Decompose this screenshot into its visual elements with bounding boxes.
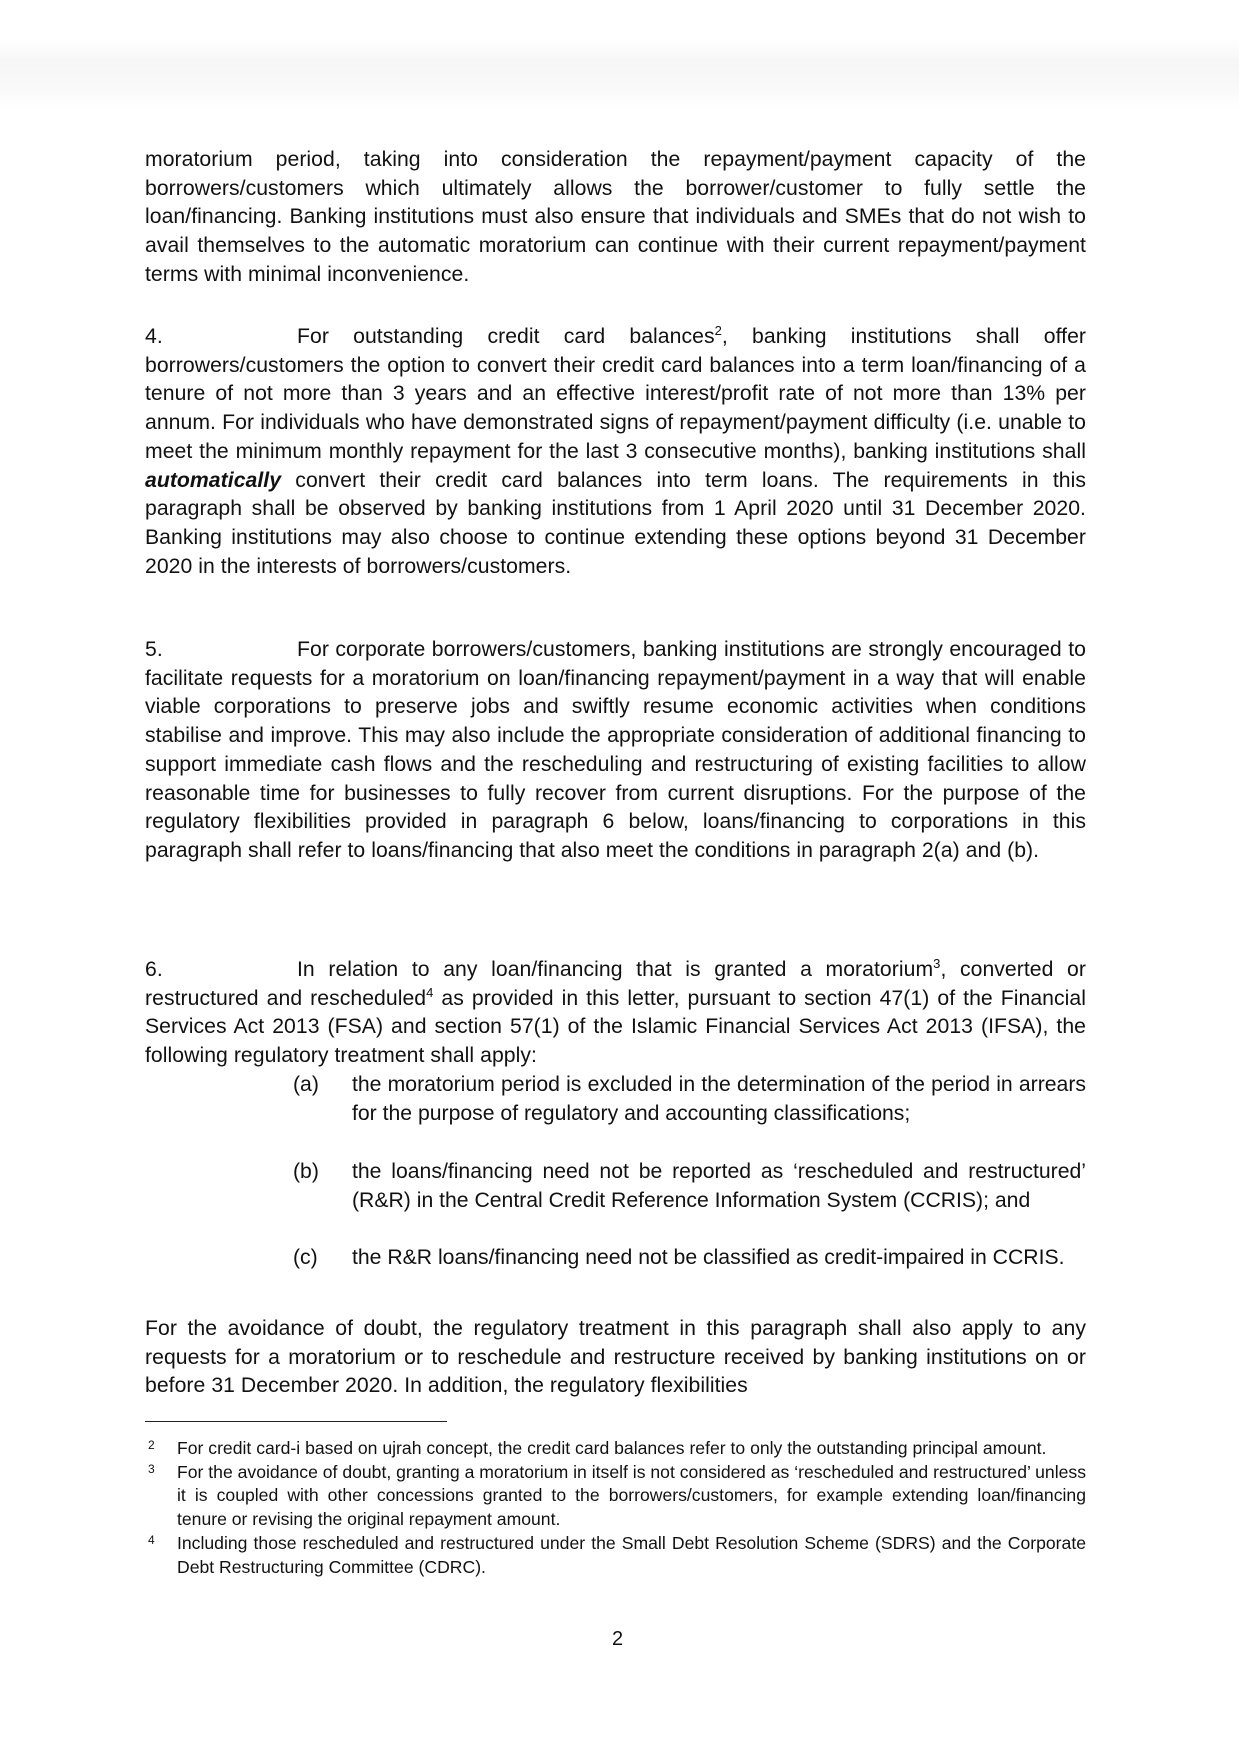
page-number [0, 1628, 1239, 1651]
paragraph-text: For corporate borrowers/customers, banking institutions are strongly encouraged to facilitate requests for a moratorium on loan/financing repayment/payment in a way that will enable viable corporations to preserve jobs and swiftly resume economic activities when conditions stabilise and improve. This may also include the appropriate consideration of additional financing to support immediate cash flows and the rescheduling and restructuring of existing facilities to allow reasonable time for businesses to fully recover from current disruptions. For the purpose of the regulatory flexibilities provided in paragraph 6 below, loans/financing to corporations in this paragraph shall refer to loans/financing that also meet the conditions in paragraph 2(a) and (b). [145, 638, 1086, 862]
paragraph-6 [145, 956, 1086, 1071]
paragraph-4 [145, 323, 1086, 581]
paragraph-3-continuation [145, 146, 1086, 290]
paragraph-text: In relation to any loan/financing that is granted a moratorium [297, 958, 934, 981]
footnotes [145, 1437, 1086, 1579]
footnote-ref-2[interactable]: 2 [714, 323, 722, 338]
footnote-number: 3 [148, 1461, 155, 1476]
footnote-separator [145, 1421, 447, 1422]
paragraph-text: , converted or restructured and rescheduled [145, 958, 1086, 1010]
list-item-a [293, 1071, 1086, 1128]
paragraph-text: For outstanding credit card balances [297, 325, 715, 348]
paragraph-number: 5. [145, 638, 163, 661]
list-item-c [293, 1244, 1086, 1273]
emphasis-text: automatically [145, 468, 282, 492]
list-item-label: (b) [293, 1160, 319, 1183]
paragraph-text: as provided in this letter, pursuant to section 47(1) of the Financial Services Act 2013 (FSA) and section 57(1) of the Islamic Financial Services Act 2013 (IFSA), the following regulatory treatment shall apply: [145, 986, 1086, 1068]
list-item-label: (c) [293, 1246, 318, 1269]
page-number-text: 2 [611, 1628, 624, 1650]
paragraph-text: For the avoidance of doubt, the regulatory treatment in this paragraph shall also apply to any requests for a moratorium or to reschedule and restructure received by banking institutions on or before 31 December 2020. In addition, the regulatory flexibilities [145, 1317, 1086, 1398]
paragraph-text: convert their credit card balances into term loans. The requirements in this paragraph shall be observed by banking institutions from 1 April 2020 until 31 December 2020. Banking institutions may also choose to continue extending these options beyond 31 December 2020 in the interests of borrowers/customers. [145, 468, 1086, 578]
paragraph-5-body [145, 636, 1086, 866]
paragraph-number: 4. [145, 325, 163, 348]
footnote-number: 2 [148, 1438, 155, 1452]
footnote-ref-4[interactable]: 4 [426, 984, 434, 1000]
paragraph-6-body [145, 956, 1086, 1071]
list-item-text: the R&R loans/financing need not be classified as credit-impaired in CCRIS. [352, 1246, 1065, 1269]
paragraph-6-closing [145, 1315, 1086, 1401]
footnote-number: 4 [148, 1532, 155, 1547]
list-item-label: (a) [293, 1073, 319, 1096]
paragraph-4-body [145, 323, 1086, 581]
paragraph-number: 6. [145, 958, 163, 981]
list-item-b [293, 1158, 1086, 1215]
list-item-text: the moratorium period is excluded in the determination of the period in arrears for the purpose of regulatory and accounting classifications; [352, 1073, 1086, 1125]
footnote-text: For credit card-i based on ujrah concept, the credit card balances refer to only the outstanding principal amount. [177, 1438, 1047, 1458]
footnote-3 [145, 1461, 1086, 1532]
paragraph-text: , banking institutions shall offer borrowers/customers the option to convert their credit card balances into a term loan/financing of a tenure of not more than 3 years and an effective interest/profit rate of not more than 13% per annum. For individuals who have demonstrated signs of repayment/payment difficulty (i.e. unable to meet the minimum monthly repayment for the last 3 consecutive months), banking institutions shall [145, 325, 1087, 463]
footnote-text: Including those rescheduled and restructured under the Small Debt Resolution Scheme (SDRS) and the Corporate Debt Restructuring Committee (CDRC). [177, 1532, 1086, 1577]
footnote-2 [145, 1437, 1086, 1461]
footnote-4 [145, 1532, 1086, 1579]
list-item-text: the loans/financing need not be reported as ‘rescheduled and restructured’ (R&R) in the Central Credit Reference Information System (CCRIS); and [352, 1160, 1086, 1212]
footnote-ref-3[interactable]: 3 [933, 956, 941, 971]
paragraph-5 [145, 636, 1086, 866]
paragraph-text: moratorium period, taking into consideration the repayment/payment capacity of the borrowers/customers which ultimately allows the borrower/customer to fully settle the loan/financing. Banking institutions must also ensure that individuals and SMEs that do not wish to avail themselves to the automatic moratorium can continue with their current repayment/payment terms with minimal inconvenience. [145, 148, 1086, 286]
footnote-text: For the avoidance of doubt, granting a moratorium in itself is not considered as ‘rescheduled and restructured’ unless it is coupled with other concessions granted to the borrowers/customers, for example extending loan/financing tenure or revising the original repayment amount. [177, 1461, 1086, 1530]
